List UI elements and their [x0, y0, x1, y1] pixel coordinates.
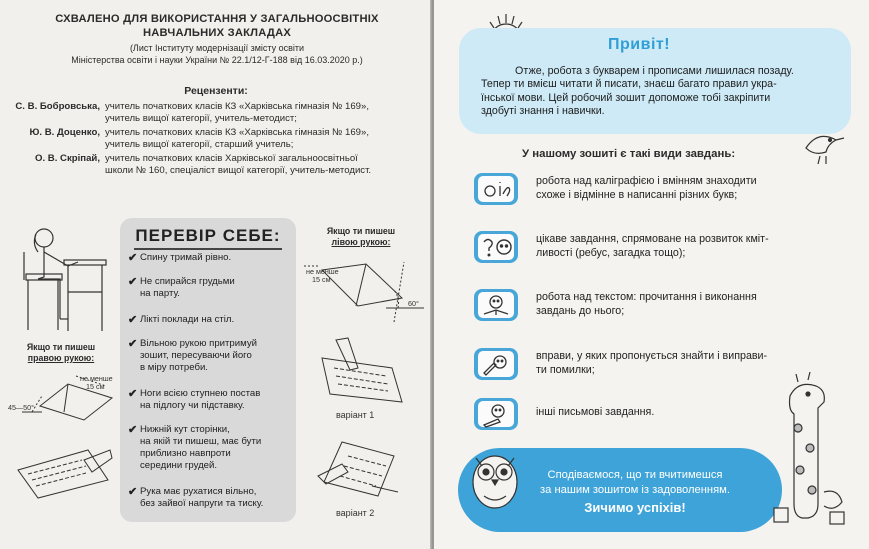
greeting-title: Привіт!: [608, 36, 671, 53]
task-line: інші письмові завдання.: [536, 406, 655, 418]
left-hand-min-distance: [306, 268, 339, 284]
checkmark-icon: ✔: [128, 276, 138, 288]
task-types-title: У нашому зошиті є такі види завдань:: [522, 148, 736, 160]
variant-2-label: варіант 2: [336, 508, 375, 518]
tip-line: Рука має рухатися вільно,: [140, 486, 257, 497]
wishes-text: [500, 468, 770, 498]
approval-note-line2: Міністерства освіти і науки України № 22.1/12-Г-188 від 16.03.2020 р.): [71, 54, 363, 65]
puzzle-question-icon: [474, 231, 518, 263]
tip-line: зошит, пересуваючи його: [140, 350, 252, 361]
left-hand-angle: 60°: [408, 299, 419, 308]
greeting-line: здобуті знання і навички.: [481, 104, 605, 117]
tip-line: Нижній кут сторінки,: [140, 424, 230, 435]
writing-task-glyph: [478, 401, 514, 427]
approval-title-line1: СХВАЛЕНО ДЛЯ ВИКОРИСТАННЯ У ЗАГАЛЬНООСВІТНІХ: [55, 13, 379, 25]
good-luck-text: Зичимо успіхів!: [584, 500, 686, 515]
task-line: цікаве завдання, спрямоване на розвиток кміт-: [536, 233, 769, 245]
greeting-text: [481, 65, 831, 118]
task-line: схоже і відмінне в написанні різних букв;: [536, 189, 738, 201]
reviewer-name: Ю. В. Доценко,: [29, 127, 100, 138]
checkmark-icon: ✔: [128, 252, 138, 264]
tip-line: Не спирайся грудьми: [140, 276, 235, 287]
reviewer-desc: [105, 101, 425, 125]
approval-note-line1: (Лист Інституту модернізації змісту освіти: [129, 43, 305, 53]
tip-line: середини грудей.: [140, 460, 218, 471]
approval-block: [12, 12, 422, 66]
reviewer-desc-line2: учитель вищої категорії, учитель-методист;: [105, 113, 297, 124]
greeting-line: Тепер ти вмієш читати й писати, знаєш багато правил укра-: [481, 78, 777, 91]
writing-task-icon: [474, 398, 518, 430]
reviewer-name: О. В. Скріпай,: [34, 153, 100, 164]
wishes-line1: Сподіваємося, що ти вчитимешся: [547, 469, 723, 481]
reviewer-desc-line1: учитель початкових класів Харківської загальноосвітньої: [105, 153, 358, 164]
reviewers-title: Рецензенти:: [184, 85, 248, 97]
reading-text-icon: [474, 289, 518, 321]
tip-4: [128, 338, 294, 374]
puzzle-question-glyph: [478, 234, 514, 260]
tip-7: [128, 486, 294, 510]
find-mistakes-glyph: [478, 351, 514, 377]
variant-1-illustration: [312, 338, 412, 406]
right-hand-min-line2: 15 см: [86, 382, 105, 391]
find-mistakes-icon: [474, 348, 518, 380]
tip-line: без зайвої напруги та тиску.: [140, 498, 264, 509]
greeting-line: їнської мови. Цей робочий зошит допоможе тобі закріпити: [481, 91, 771, 104]
tip-3: [128, 314, 294, 326]
task-text: [536, 174, 836, 202]
checkmark-icon: ✔: [128, 388, 138, 400]
tip-line: Вільною рукою притримуй: [140, 338, 257, 349]
task-line: робота над текстом: прочитання і виконання: [536, 291, 757, 303]
checkmark-icon: ✔: [128, 338, 138, 350]
tip-5: [128, 388, 294, 412]
right-hand-label-line2: правою рукою:: [27, 353, 95, 363]
tip-2: [128, 276, 294, 300]
task-text: [536, 290, 836, 318]
tip-line: Лікті поклади на стіл.: [140, 314, 235, 325]
tip-line: приблизно навпроти: [140, 448, 231, 459]
right-hand-label-line1: Якщо ти пишеш: [26, 342, 96, 352]
right-hand-min-distance: [80, 375, 113, 391]
tip-line: в міру потреби.: [140, 362, 208, 373]
checkmark-icon: ✔: [128, 314, 138, 326]
tip-line: Спину тримай рівно.: [140, 252, 232, 263]
tip-1: [128, 252, 294, 264]
task-line: завдань до нього;: [536, 305, 625, 317]
variant-1-label: варіант 1: [336, 410, 375, 420]
sitting-posture-illustration: [14, 222, 114, 342]
tip-line: на якій ти пишеш, має бути: [140, 436, 262, 447]
reviewer-desc-line2: учитель вищої категорії, старший учитель;: [105, 139, 294, 150]
giraffe-icon: [768, 372, 860, 536]
left-hand-label-line2: лівою рукою:: [331, 237, 391, 247]
left-hand-label-line1: Якщо ти пишеш: [326, 226, 396, 236]
tip-line: на парту.: [140, 288, 180, 299]
variant-2-illustration: [312, 436, 412, 504]
tip-line: на підлогу чи підставку.: [140, 400, 245, 411]
reviewer-desc: [105, 153, 425, 177]
approval-title-line2: НАВЧАЛЬНИХ ЗАКЛАДАХ: [142, 27, 292, 39]
check-yourself-box: [120, 218, 296, 522]
reviewer-name: С. В. Бобровська,: [15, 101, 100, 112]
tip-line: Ноги всією ступнею постав: [140, 388, 261, 399]
reviewer-desc-line2: школи № 160, спеціаліст вищої категорії, учитель-методист.: [105, 165, 372, 176]
left-hand-notebook-diagram: [302, 252, 426, 332]
right-hand-angle: 45—50°: [8, 403, 35, 412]
check-yourself-underline: [134, 248, 282, 250]
left-hand-label: [306, 226, 416, 248]
greeting-line: Отже, робота з букварем і прописами лишилася позаду.: [515, 65, 794, 77]
task-line: вправи, у яких пропонується знайти і виправи-: [536, 350, 768, 362]
task-line: ливості (ребус, загадка тощо);: [536, 247, 686, 259]
wishes-line2: за нашим зошитом із задоволенням.: [540, 484, 730, 496]
handwriting-letters-glyph: [478, 176, 514, 202]
approval-note: [12, 43, 422, 66]
checkmark-icon: ✔: [128, 424, 138, 436]
reading-text-glyph: [478, 292, 514, 318]
task-text: [536, 232, 836, 260]
tip-6: [128, 424, 294, 472]
right-hand-label: [16, 342, 106, 364]
right-hand-min-line1: не менше: [80, 374, 113, 383]
bird-icon: [800, 124, 848, 166]
task-line: робота над каліграфією і вмінням знаходити: [536, 175, 757, 187]
checkmark-icon: ✔: [128, 486, 138, 498]
handwriting-example-illustration: [14, 440, 114, 500]
reviewer-desc: [105, 127, 425, 151]
task-line: ти помилки;: [536, 364, 595, 376]
left-hand-min-line2: 15 см: [312, 275, 331, 284]
check-yourself-title: ПЕРЕВІР СЕБЕ:: [135, 226, 281, 245]
reviewer-desc-line1: учитель початкових класів КЗ «Харківська гімназія № 169»,: [105, 101, 370, 112]
handwriting-letters-icon: [474, 173, 518, 205]
left-hand-min-line1: не менше: [306, 267, 339, 276]
reviewer-desc-line1: учитель початкових класів КЗ «Харківська гімназія № 169»,: [105, 127, 370, 138]
